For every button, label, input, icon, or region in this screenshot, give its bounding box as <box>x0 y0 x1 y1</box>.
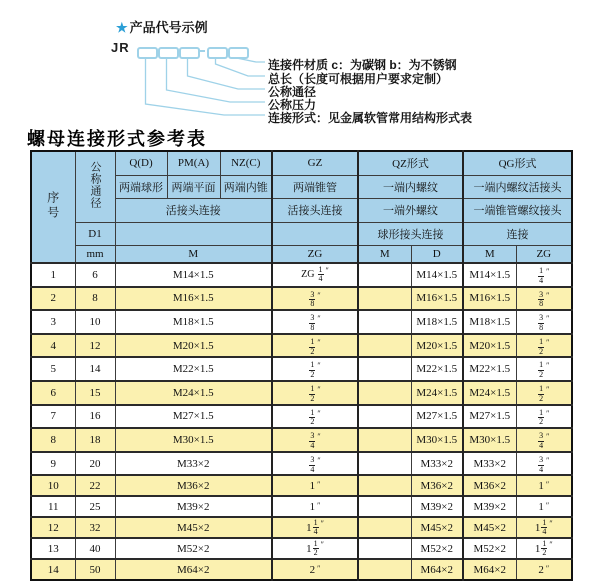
star-icon: ★ <box>116 20 128 35</box>
cell-qz-m <box>358 517 411 538</box>
header-blank-1 <box>115 222 272 245</box>
cell-qg-m: M33×2 <box>463 452 516 476</box>
table-row <box>31 334 572 358</box>
table-row <box>31 381 572 405</box>
cell-qz-m <box>358 452 411 476</box>
cell-qz-d: M14×1.5 <box>411 263 463 287</box>
cell-qz-d: M33×2 <box>411 452 463 476</box>
label-connection-form: 连接形式：见金属软管常用结构形式表 <box>268 111 473 125</box>
cell-gz-zg <box>272 405 358 429</box>
cell-qg-m: M45×2 <box>463 517 516 538</box>
cell-qz-m <box>358 287 411 311</box>
table-row <box>31 357 572 381</box>
nut-connection-table <box>30 150 573 581</box>
cell-gz-zg <box>272 538 358 559</box>
cell-dn: 32 <box>75 517 115 538</box>
cell-m-thread: M20×1.5 <box>115 334 272 358</box>
header-d1: D1 <box>75 222 115 245</box>
cell-gz-zg <box>272 310 358 334</box>
thread-size-fraction: 3 4 ″ <box>310 431 321 450</box>
thread-size-fraction: 3 8 ″ <box>539 289 550 309</box>
header-dn: 公称通径 <box>75 151 115 222</box>
table-row <box>31 405 572 429</box>
cell-seq: 8 <box>31 428 75 452</box>
header-m2: M <box>358 245 411 263</box>
cell-dn: 40 <box>75 538 115 559</box>
cell-dn: 12 <box>75 334 115 358</box>
cell-m-thread: M30×1.5 <box>115 428 272 452</box>
cell-qz-m <box>358 538 411 559</box>
cell-m-thread: M45×2 <box>115 517 272 538</box>
cell-qg-m: M27×1.5 <box>463 405 516 429</box>
table-body <box>31 263 572 580</box>
header-col-qz: QZ形式 <box>358 151 463 175</box>
cell-qg-zg <box>516 559 572 580</box>
cell-seq: 12 <box>31 517 75 538</box>
cell-qg-zg <box>516 287 572 311</box>
cell-qz-m <box>358 496 411 517</box>
code-prefix: JR <box>111 40 130 55</box>
header-gz-conn: 活接头连接 <box>272 198 358 222</box>
cell-gz-zg <box>272 517 358 538</box>
thread-size-fraction: 3 8 ″ <box>310 289 321 309</box>
cell-qg-zg <box>516 428 572 452</box>
cell-m-thread: M22×1.5 <box>115 357 272 381</box>
cell-qz-m <box>358 334 411 358</box>
cell-seq: 4 <box>31 334 75 358</box>
cell-dn: 20 <box>75 452 115 476</box>
cell-qg-m: M52×2 <box>463 538 516 559</box>
thread-size-fraction: 1 2 ″ <box>539 383 550 403</box>
cell-qg-m: M30×1.5 <box>463 428 516 452</box>
thread-size-fraction: 1 4 ″ <box>539 266 550 285</box>
cell-m-thread: M14×1.5 <box>115 263 272 287</box>
cell-qg-zg <box>516 517 572 538</box>
cell-seq: 7 <box>31 405 75 429</box>
table-row <box>31 517 572 538</box>
cell-qg-m: M39×2 <box>463 496 516 517</box>
cell-seq: 5 <box>31 357 75 381</box>
cell-seq: 10 <box>31 475 75 496</box>
thread-size-fraction: 1 1 4 ″ <box>534 517 553 537</box>
thread-size-fraction: 2 ″ <box>309 563 321 576</box>
thread-size-fraction: 1 2 ″ <box>539 360 550 380</box>
cell-dn: 15 <box>75 381 115 405</box>
table-row <box>31 496 572 517</box>
cell-qg-zg <box>516 405 572 429</box>
cell-seq: 11 <box>31 496 75 517</box>
cell-qz-m <box>358 475 411 496</box>
cell-seq: 3 <box>31 310 75 334</box>
cell-gz-zg <box>272 452 358 476</box>
table-row <box>31 559 572 580</box>
cell-qg-zg <box>516 263 572 287</box>
thread-size-fraction: 3 4 ″ <box>310 454 321 474</box>
header-nz-desc: 两端内锥 <box>220 175 272 198</box>
cell-dn: 10 <box>75 310 115 334</box>
cell-qz-m <box>358 559 411 580</box>
cell-qz-m <box>358 263 411 287</box>
header-qz-conn: 球形接头连接 <box>358 222 463 245</box>
cell-dn: 18 <box>75 428 115 452</box>
cell-qz-d: M22×1.5 <box>411 357 463 381</box>
cell-m-thread: M33×2 <box>115 452 272 476</box>
table-row <box>31 452 572 476</box>
cell-qz-d: M36×2 <box>411 475 463 496</box>
header-qz-desc2: 一端外螺纹 <box>358 198 463 222</box>
cell-m-thread: M39×2 <box>115 496 272 517</box>
thread-size-fraction: 1 2 ″ <box>310 383 321 403</box>
table-title: 螺母连接形式参考表 <box>27 129 207 149</box>
cell-dn: 50 <box>75 559 115 580</box>
cell-m-thread: M24×1.5 <box>115 381 272 405</box>
thread-size-fraction: 1 2 ″ <box>539 407 550 427</box>
label-nominal-pressure: 公称压力 <box>268 98 317 112</box>
cell-qg-zg <box>516 452 572 476</box>
cell-qg-m: M36×2 <box>463 475 516 496</box>
cell-gz-zg <box>272 334 358 358</box>
cell-m-thread: M52×2 <box>115 538 272 559</box>
cell-qg-zg <box>516 334 572 358</box>
cell-qg-zg <box>516 496 572 517</box>
cell-qg-m: M16×1.5 <box>463 287 516 311</box>
table-row <box>31 428 572 452</box>
table-row <box>31 287 572 311</box>
cell-dn: 8 <box>75 287 115 311</box>
header-m1: M <box>115 245 272 263</box>
table-row <box>31 310 572 334</box>
cell-dn: 14 <box>75 357 115 381</box>
thread-size-fraction: 3 8 ″ <box>539 313 550 332</box>
thread-size-fraction: 1 ″ <box>538 479 550 492</box>
cell-dn: 22 <box>75 475 115 496</box>
thread-size-fraction: 1 2 ″ <box>310 360 321 380</box>
cell-gz-zg <box>272 263 358 287</box>
cell-gz-zg <box>272 287 358 311</box>
cell-qz-m <box>358 357 411 381</box>
label-total-length: 总长（长度可根据用户要求定制） <box>268 72 449 86</box>
cell-qg-m: M14×1.5 <box>463 263 516 287</box>
cell-gz-zg <box>272 559 358 580</box>
thread-size-fraction: 3 4 ″ <box>539 431 550 450</box>
cell-dn: 25 <box>75 496 115 517</box>
header-d2: D <box>411 245 463 263</box>
cell-qg-m: M22×1.5 <box>463 357 516 381</box>
cell-m-thread: M36×2 <box>115 475 272 496</box>
cell-qz-d: M18×1.5 <box>411 310 463 334</box>
thread-size-fraction: 1 1 2 ″ <box>534 538 553 558</box>
diagram-title-text: 产品代号示例 <box>129 20 208 35</box>
cell-gz-zg <box>272 496 358 517</box>
header-union-conn: 活接头连接 <box>115 198 272 222</box>
header-pm-desc: 两端平面 <box>167 175 220 198</box>
table-header <box>31 151 572 263</box>
cell-seq: 9 <box>31 452 75 476</box>
thread-size-fraction: 1 1 4 ″ <box>306 517 324 537</box>
header-zg2: ZG <box>516 245 572 263</box>
header-col-gz: GZ <box>272 151 358 175</box>
cell-qg-m: M20×1.5 <box>463 334 516 358</box>
table-row <box>31 538 572 559</box>
cell-seq: 6 <box>31 381 75 405</box>
cell-qg-zg <box>516 357 572 381</box>
cell-qz-m <box>358 428 411 452</box>
header-col-qg: QG形式 <box>463 151 572 175</box>
thread-size-fraction: 1 2 ″ <box>539 336 550 356</box>
header-qg-conn: 连接 <box>463 222 572 245</box>
cell-qz-d: M64×2 <box>411 559 463 580</box>
cell-qz-d: M20×1.5 <box>411 334 463 358</box>
cell-qg-m: M24×1.5 <box>463 381 516 405</box>
cell-dn: 6 <box>75 263 115 287</box>
product-code-diagram <box>0 0 600 125</box>
header-qg-desc2: 一端锥管螺纹接头 <box>463 198 572 222</box>
cell-qg-m: M64×2 <box>463 559 516 580</box>
header-blank-2 <box>272 222 358 245</box>
thread-size-fraction: ZG 1 4 ″ <box>301 264 329 284</box>
header-qg-desc1: 一端内螺纹活接头 <box>463 175 572 198</box>
cell-qg-zg <box>516 475 572 496</box>
thread-size-fraction: 1 ″ <box>309 479 321 492</box>
cell-qz-d: M39×2 <box>411 496 463 517</box>
cell-seq: 14 <box>31 559 75 580</box>
cell-m-thread: M27×1.5 <box>115 405 272 429</box>
thread-size-fraction: 1 1 2 ″ <box>306 538 324 558</box>
thread-size-fraction: 1 ″ <box>309 500 321 513</box>
cell-qz-m <box>358 381 411 405</box>
header-zg1: ZG <box>272 245 358 263</box>
cell-gz-zg <box>272 381 358 405</box>
header-gz-desc: 两端锥管 <box>272 175 358 198</box>
cell-qz-d: M16×1.5 <box>411 287 463 311</box>
thread-size-fraction: 1 2 ″ <box>310 407 321 427</box>
cell-seq: 13 <box>31 538 75 559</box>
label-nominal-diameter: 公称通径 <box>268 85 317 99</box>
header-m3: M <box>463 245 516 263</box>
cell-qz-d: M27×1.5 <box>411 405 463 429</box>
cell-seq: 1 <box>31 263 75 287</box>
header-mm: mm <box>75 245 115 263</box>
table-row <box>31 263 572 287</box>
thread-size-fraction: 1 2 ″ <box>310 336 321 356</box>
table-row <box>31 475 572 496</box>
cell-qg-zg <box>516 538 572 559</box>
header-col-nz: NZ(C) <box>220 151 272 175</box>
header-q-desc: 两端球形 <box>115 175 167 198</box>
thread-size-fraction: 1 ″ <box>538 500 550 513</box>
cell-m-thread: M64×2 <box>115 559 272 580</box>
cell-qz-d: M45×2 <box>411 517 463 538</box>
header-seq: 序号 <box>31 151 75 263</box>
cell-qz-d: M30×1.5 <box>411 428 463 452</box>
header-col-pm: PM(A) <box>167 151 220 175</box>
cell-qz-m <box>358 405 411 429</box>
cell-gz-zg <box>272 428 358 452</box>
label-material: 连接件材质 c：为碳钢 b：为不锈钢 <box>268 58 457 72</box>
cell-m-thread: M16×1.5 <box>115 287 272 311</box>
thread-size-fraction: 3 8 ″ <box>310 313 321 332</box>
cell-seq: 2 <box>31 287 75 311</box>
cell-m-thread: M18×1.5 <box>115 310 272 334</box>
cell-dn: 16 <box>75 405 115 429</box>
cell-qz-d: M52×2 <box>411 538 463 559</box>
cell-qg-m: M18×1.5 <box>463 310 516 334</box>
header-qz-desc1: 一端内螺纹 <box>358 175 463 198</box>
cell-gz-zg <box>272 357 358 381</box>
cell-qg-zg <box>516 381 572 405</box>
cell-gz-zg <box>272 475 358 496</box>
cell-qz-d: M24×1.5 <box>411 381 463 405</box>
thread-size-fraction: 2 ″ <box>538 563 550 576</box>
cell-qg-zg <box>516 310 572 334</box>
cell-qz-m <box>358 310 411 334</box>
thread-size-fraction: 3 4 ″ <box>539 454 550 474</box>
header-col-q: Q(D) <box>115 151 167 175</box>
